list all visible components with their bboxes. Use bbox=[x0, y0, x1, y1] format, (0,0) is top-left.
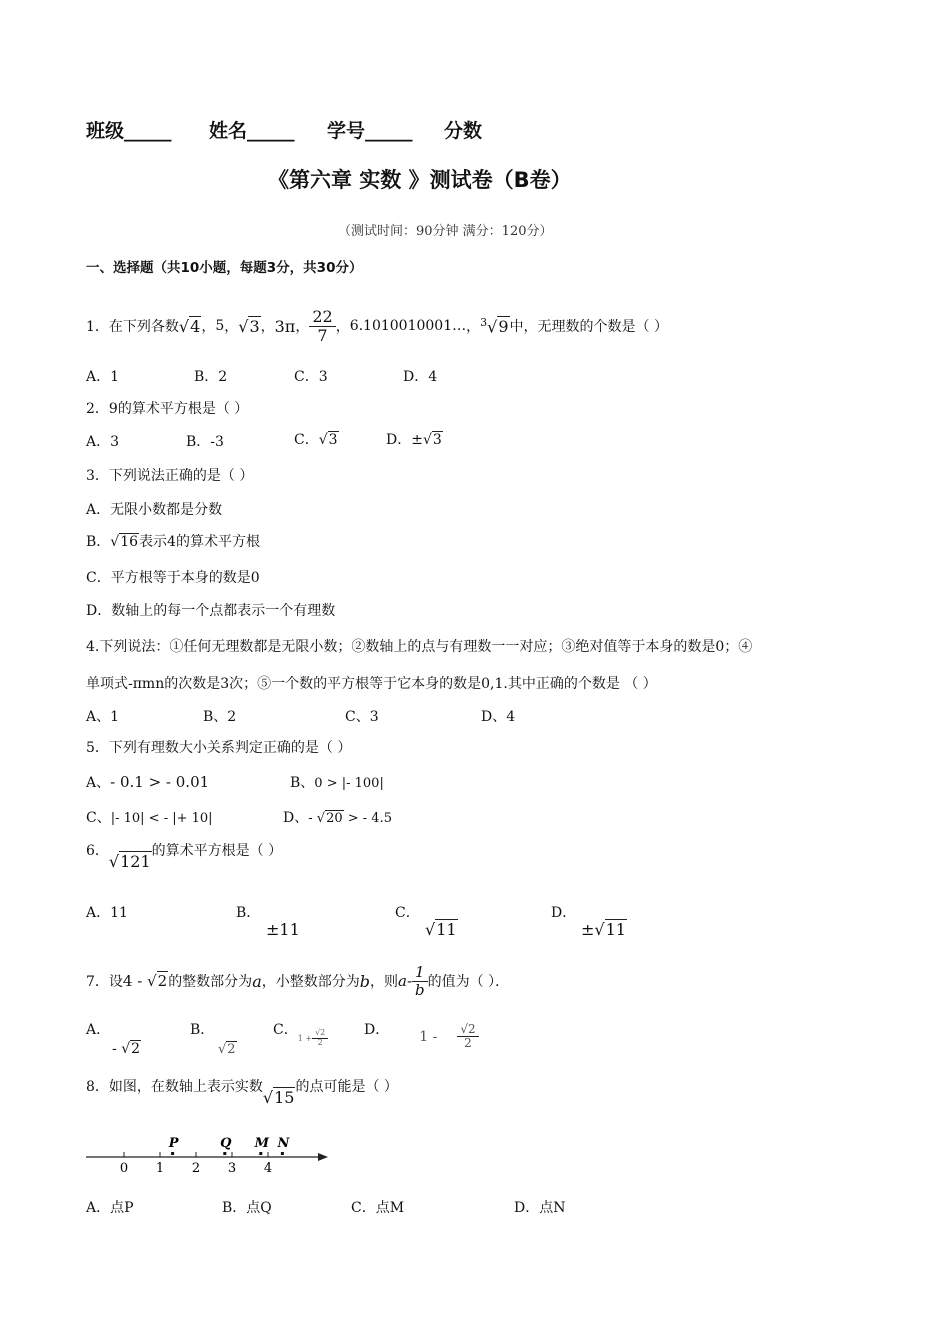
axis-tick-label: 2 bbox=[191, 1161, 201, 1176]
number-line-figure bbox=[84, 1130, 334, 1176]
q2-option-a[interactable]: A．3 bbox=[86, 434, 120, 450]
q1-prefix: 1．在下列各数 bbox=[86, 319, 179, 335]
point-label-M: M bbox=[254, 1136, 269, 1151]
q4-option-c[interactable]: C、3 bbox=[345, 709, 379, 725]
question-7: 7．设 4 - √2 的整数部分为 a ，小整数部分为 b ，则 a - $\frac{1}{b}$ 的值为（ ）． bbox=[86, 963, 510, 999]
point-marker-N bbox=[281, 1152, 284, 1155]
test-info: （测试时间：90分钟 满分：120分） bbox=[338, 224, 553, 239]
axis-tick-label: 4 bbox=[263, 1161, 273, 1176]
q3-option-a[interactable]: A．无限小数都是分数 bbox=[86, 502, 223, 518]
question-5: 5．下列有理数大小关系判定正确的是（ ） bbox=[86, 740, 352, 756]
q5-option-a[interactable]: A、- 0.1 > - 0.01 bbox=[86, 773, 210, 791]
question-8: 8．如图，在数轴上表示实数 √15 的点可能是（ ） bbox=[86, 1079, 398, 1107]
point-marker-Q bbox=[223, 1152, 226, 1155]
question-4-line-2: 单项式-πmn的次数是3次；⑤一个数的平方根等于它本身的数是0,1.其中正确的个数是 （ ） bbox=[86, 676, 657, 692]
q6-option-a[interactable]: A．11 bbox=[86, 905, 128, 921]
point-marker-P bbox=[171, 1152, 174, 1155]
student-id-field[interactable]: 学号_____ bbox=[327, 120, 413, 142]
q8-option-c[interactable]: C．点M bbox=[351, 1200, 405, 1216]
q1-fraction: $\frac{22}{7}$ bbox=[309, 308, 335, 344]
q1-sqrt4: √4 bbox=[178, 316, 201, 336]
q1-option-b[interactable]: B．2 bbox=[194, 369, 228, 385]
q1-suffix: 中，无理数的个数是（ ） bbox=[509, 319, 668, 335]
q6-option-c[interactable]: C． √11 bbox=[395, 905, 457, 939]
question-3: 3．下列说法正确的是（ ） bbox=[86, 468, 254, 484]
q3-option-c[interactable]: C．平方根等于本身的数是0 bbox=[86, 570, 260, 586]
question-4-line-1: 4.下列说法：①任何无理数都是无限小数；②数轴上的点与有理数一一对应；③绝对值等于本身的数是0；④ bbox=[86, 639, 753, 655]
section-heading: 一、选择题（共10小题，每题3分，共30分） bbox=[86, 260, 363, 276]
q1-sqrt3: √3 bbox=[238, 316, 260, 336]
q2-option-b[interactable]: B．-3 bbox=[186, 434, 224, 450]
q6-option-d[interactable]: D． ±√11 bbox=[551, 905, 626, 939]
q8-option-a[interactable]: A．点P bbox=[86, 1200, 134, 1216]
q7-option-c[interactable]: C． 1 + $\frac{√2}{2}$ bbox=[273, 1019, 328, 1048]
q7-fraction: $\frac{1}{b}$ bbox=[412, 964, 428, 998]
q1-decimal: 6.1010010001… bbox=[349, 318, 467, 334]
q1-option-a[interactable]: A．1 bbox=[86, 369, 120, 385]
q3-option-b[interactable]: B．√16表示4的算术平方根 bbox=[86, 534, 260, 550]
page-title: 《第六章 实数 》测试卷（B卷） bbox=[268, 168, 572, 192]
q8-option-b[interactable]: B．点Q bbox=[222, 1200, 272, 1216]
axis-tick-label: 0 bbox=[119, 1161, 129, 1176]
name-field[interactable]: 姓名_____ bbox=[209, 120, 295, 142]
question-1: 1．在下列各数 √4 ， 5 ， √3 ， 3π ， $\frac{22}{7}$ ， 6.1010010001… ， $^3$√9 中，无理数的个数是（ ） bbox=[86, 306, 668, 345]
q5-option-b[interactable]: B、0 > |- 100| bbox=[290, 775, 384, 791]
q8-option-d[interactable]: D．点N bbox=[514, 1200, 566, 1216]
q2-option-c[interactable]: C．√3 bbox=[294, 432, 338, 448]
q1-cuberoot9: $^3$√9 bbox=[480, 315, 509, 337]
point-label-Q: Q bbox=[220, 1136, 232, 1151]
point-label-N: N bbox=[277, 1136, 290, 1151]
q6-option-b[interactable]: B． ±11 bbox=[236, 905, 300, 939]
question-6: 6． √121 的算术平方根是（ ） bbox=[86, 843, 283, 871]
q5-option-d[interactable]: D、- √20 > - 4.5 bbox=[283, 810, 392, 826]
q7-option-d[interactable]: D． 1 - $\frac{√2}{2}$ bbox=[364, 1019, 479, 1050]
question-2: 2．9的算术平方根是（ ） bbox=[86, 401, 249, 417]
axis-tick-label: 1 bbox=[155, 1161, 165, 1176]
point-label-P: P bbox=[168, 1136, 179, 1151]
q1-five: 5 bbox=[215, 318, 225, 334]
q1-option-c[interactable]: C．3 bbox=[294, 369, 328, 385]
q4-option-a[interactable]: A、1 bbox=[86, 709, 120, 725]
q5-option-c[interactable]: C、|- 10| < - |+ 10| bbox=[86, 810, 213, 826]
q3-option-d[interactable]: D．数轴上的每一个点都表示一个有理数 bbox=[86, 603, 336, 619]
q2-option-d[interactable]: D．±√3 bbox=[386, 432, 442, 448]
q4-option-b[interactable]: B、2 bbox=[203, 709, 237, 725]
point-marker-M bbox=[259, 1152, 262, 1155]
q4-option-d[interactable]: D、4 bbox=[481, 709, 516, 725]
q7-option-a[interactable]: A． - √2 bbox=[86, 1022, 141, 1057]
score-label: 分数 bbox=[444, 120, 483, 142]
q1-option-d[interactable]: D．4 bbox=[403, 369, 438, 385]
q6-sqrt121: √121 bbox=[108, 852, 151, 871]
q8-sqrt15: √15 bbox=[262, 1088, 295, 1107]
q1-3pi: 3π bbox=[274, 316, 296, 336]
q7-option-b[interactable]: B． √2 bbox=[190, 1022, 236, 1057]
axis-tick-label: 3 bbox=[227, 1161, 237, 1176]
class-field[interactable]: 班级_____ bbox=[86, 120, 172, 142]
axis-arrow bbox=[318, 1153, 328, 1161]
